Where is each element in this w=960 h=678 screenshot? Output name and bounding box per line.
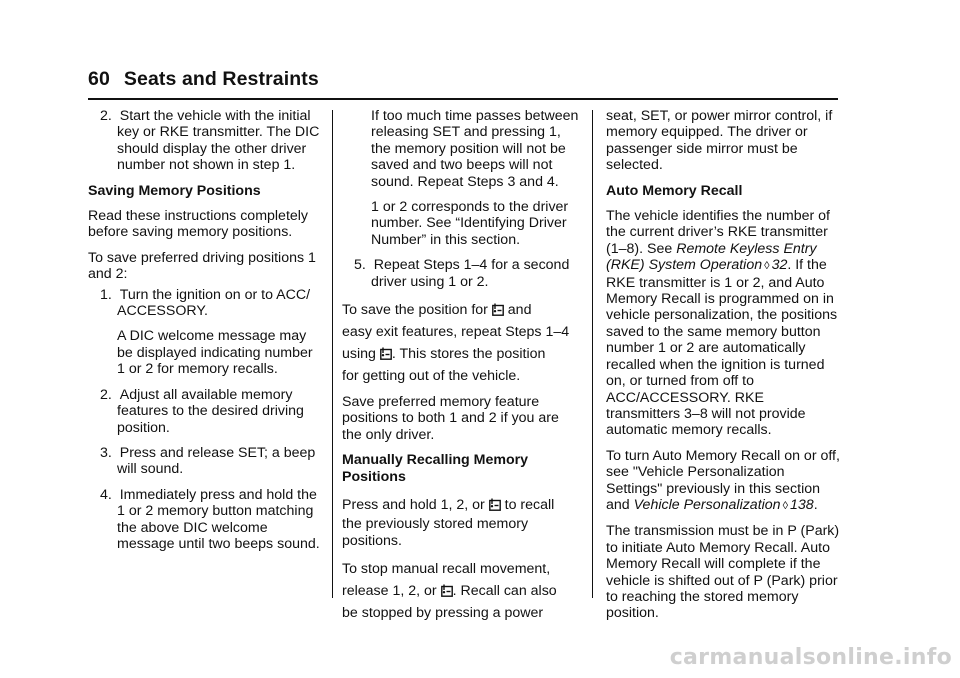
step-number: 5. [354,257,366,274]
paragraph-auto [606,208,840,439]
page-number: 60 [88,68,110,90]
step-2-intro [88,108,322,174]
text: . If the RKE transmitter is 1 or 2, and Auto Memory Recall is programmed on in vehicle personalization, the positions saved to the same memory button number 1 or 2 are automatically recalled when the ignition is turned on, or turned from off to ACC/ACCESSORY. RKE transmitters 3–8 will not provide automatic memory recalls. [606,257,838,439]
step-note: A DIC welcome message may be displayed indicating number 1 or 2 for memory recalls. [117,328,313,378]
step-text: Immediately press and hold the 1 or 2 memory button matching the above DIC welcome message until two beeps sound. [117,486,320,552]
step-text: Start the vehicle with the initial key or RKE transmitter. The DIC should display the other driver number not shown in step 1. [117,108,320,174]
header-rule [88,98,838,100]
paragraph: To save preferred driving positions 1 and 2: [88,249,316,283]
text: To save the position for [342,302,492,319]
page-header [88,68,319,91]
step-number: 4. [100,486,112,503]
heading-auto-memory-recall: Auto Memory Recall [606,182,743,199]
step-number: 1. [100,286,112,303]
paragraph-turn [606,448,840,515]
text: . Recall can also [452,582,557,599]
stop-line: To stop manual recall movement, [342,560,551,577]
exit-line [342,299,582,321]
reference-page-number[interactable]: 32 [771,257,788,274]
exit-memory-icon [441,584,453,597]
text: . This stores the position [391,346,546,363]
step-note: 1 or 2 corresponds to the driver number. See “Identifying Driver Number” in this section. [371,199,569,248]
column-divider-2 [592,110,593,598]
paragraph: seat, SET, or power mirror control, if memory equipped. The driver or passenger side mirror must be selected. [606,108,833,174]
text: . [813,496,818,513]
exit-memory-icon [489,498,501,511]
heading-saving-memory: Saving Memory Positions [88,182,261,199]
exit-line: for getting out of the vehicle. [342,368,521,385]
step-2 [88,387,322,436]
column-2 [342,108,582,624]
exit-line: easy exit features, repeat Steps 1–4 [342,324,570,341]
step-number: 3. [100,444,112,461]
text: using [342,346,380,363]
heading-manual-recall: Manually Recalling Memory Positions [342,452,529,485]
reference-vehicle-personalization-link[interactable]: Vehicle Personalization [633,496,781,513]
press-line [342,494,582,516]
exit-memory-icon [380,347,392,360]
paragraph: Read these instructions completely before saving memory positions. [88,208,309,241]
page-reference-icon: ◊ [764,260,770,273]
column-1 [88,108,322,561]
stop-line [342,580,582,602]
text: Press and hold 1, 2, or [342,497,489,514]
step-3 [88,445,322,478]
step-text: Press and release SET; a beep will sound. [117,444,316,478]
paragraph: The transmission must be in P (Park) to initiate Auto Memory Recall. Auto Memory Recall will complete if the vehicle is shifted out of P (Park) prior to reaching the stored memory position. [606,523,840,622]
step-number: 2. [100,386,112,403]
text: release 1, 2, or [342,582,441,599]
reference-page-number[interactable]: 138 [790,496,814,513]
column-3 [606,108,840,631]
text: To turn Auto Memory Recall on or off, see "Vehicle Personalization Settings" previously in this section and [606,447,840,513]
text: and [503,302,532,319]
exit-memory-icon [492,303,504,316]
step-note: If too much time passes between releasing SET and pressing 1, the memory position will not be saved and two beeps will not sound. Repeat Steps 3 and 4. [371,108,579,190]
step-4 [88,487,322,553]
stop-line: be stopped by pressing a power [342,604,544,621]
step-1 [88,287,322,320]
step-text: Repeat Steps 1–4 for a second driver using 1 or 2. [371,257,570,290]
step-number: 2. [100,108,112,124]
paragraph: Save preferred memory feature positions to both 1 and 2 if you are the only driver. [342,394,559,443]
step-text: Turn the ignition on or to ACC/ ACCESSORY. [117,286,311,320]
reference-rke-link[interactable]: Remote Keyless Entry (RKE) System Operation [606,240,817,274]
text: to recall [500,497,555,514]
page-reference-icon: ◊ [782,499,789,512]
section-title: Seats and Restraints [123,68,319,90]
paragraph: the previously stored memory positions. [342,516,529,549]
step-text: Adjust all available memory features to the desired driving position. [117,386,304,436]
column-divider-1 [332,110,333,598]
text: The vehicle identifies the number of the current driver’s RKE transmitter (1–8). See [606,208,830,257]
exit-line [342,343,582,365]
step-5 [342,257,582,290]
watermark: carmanualsonline.info [669,645,952,670]
